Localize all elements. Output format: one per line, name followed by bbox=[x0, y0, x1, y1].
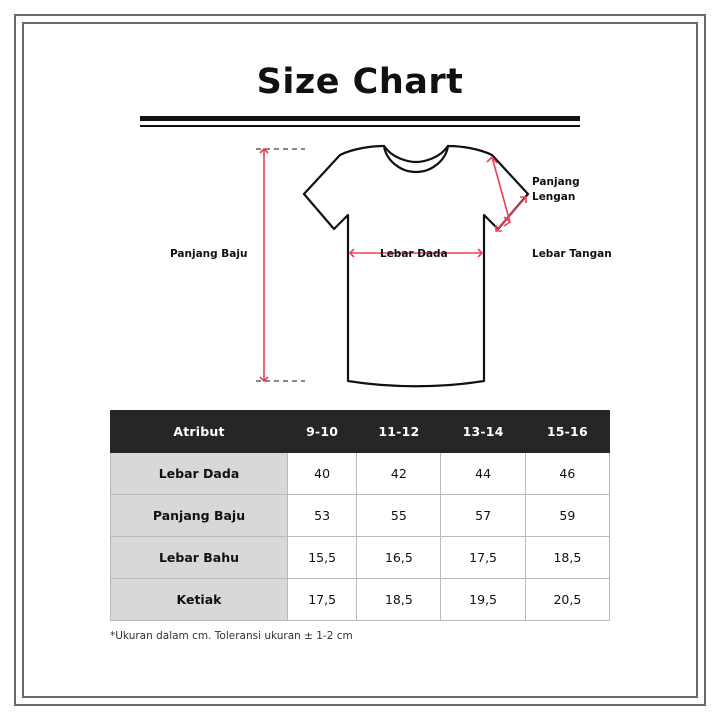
cell-panjang-baju-15-16: 59 bbox=[525, 495, 609, 537]
col-header-13-14: 13-14 bbox=[441, 411, 525, 453]
title-underline-rules bbox=[140, 116, 580, 127]
col-header-11-12: 11-12 bbox=[357, 411, 441, 453]
cell-lebar-dada-15-16: 46 bbox=[525, 453, 609, 495]
cell-ketiak-11-12: 18,5 bbox=[357, 579, 441, 621]
row-label-panjang-baju: Panjang Baju bbox=[111, 495, 288, 537]
tshirt-diagram bbox=[40, 141, 680, 406]
measurement-note: *Ukuran dalam cm. Toleransi ukuran ± 1-2 cm bbox=[110, 630, 353, 642]
label-panjang-baju: Panjang Baju bbox=[170, 248, 248, 260]
content-area bbox=[40, 40, 680, 680]
cell-lebar-dada-9-10: 40 bbox=[288, 453, 357, 495]
label-lebar-dada: Lebar Dada bbox=[380, 248, 448, 260]
size-table-head bbox=[111, 411, 610, 453]
table-row bbox=[111, 579, 610, 621]
row-label-lebar-dada: Lebar Dada bbox=[111, 453, 288, 495]
cell-panjang-baju-9-10: 53 bbox=[288, 495, 357, 537]
cell-ketiak-13-14: 19,5 bbox=[441, 579, 525, 621]
cell-lebar-bahu-9-10: 15,5 bbox=[288, 537, 357, 579]
size-table-body bbox=[111, 453, 610, 621]
tshirt-outline bbox=[304, 146, 528, 386]
label-panjang-lengan-line1: Panjang bbox=[532, 176, 580, 188]
col-header-15-16: 15-16 bbox=[525, 411, 609, 453]
table-row bbox=[111, 495, 610, 537]
col-header-9-10: 9-10 bbox=[288, 411, 357, 453]
cell-lebar-dada-13-14: 44 bbox=[441, 453, 525, 495]
cell-lebar-bahu-15-16: 18,5 bbox=[525, 537, 609, 579]
label-lebar-tangan: Lebar Tangan bbox=[532, 248, 612, 260]
cell-panjang-baju-11-12: 55 bbox=[357, 495, 441, 537]
cell-lebar-bahu-11-12: 16,5 bbox=[357, 537, 441, 579]
row-label-lebar-bahu: Lebar Bahu bbox=[111, 537, 288, 579]
cell-ketiak-15-16: 20,5 bbox=[525, 579, 609, 621]
cell-ketiak-9-10: 17,5 bbox=[288, 579, 357, 621]
table-row bbox=[111, 453, 610, 495]
title-rule-thick bbox=[140, 116, 580, 121]
table-row bbox=[111, 537, 610, 579]
row-label-ketiak: Ketiak bbox=[111, 579, 288, 621]
col-header-atribut: Atribut bbox=[111, 411, 288, 453]
page-title: Size Chart bbox=[256, 62, 464, 102]
cell-lebar-bahu-13-14: 17,5 bbox=[441, 537, 525, 579]
cell-panjang-baju-13-14: 57 bbox=[441, 495, 525, 537]
size-table bbox=[110, 410, 610, 621]
cell-lebar-dada-11-12: 42 bbox=[357, 453, 441, 495]
panjang-baju-line bbox=[260, 149, 268, 381]
table-header-row bbox=[111, 411, 610, 453]
title-rule-thin bbox=[140, 125, 580, 127]
label-panjang-lengan-line2: Lengan bbox=[532, 191, 576, 203]
